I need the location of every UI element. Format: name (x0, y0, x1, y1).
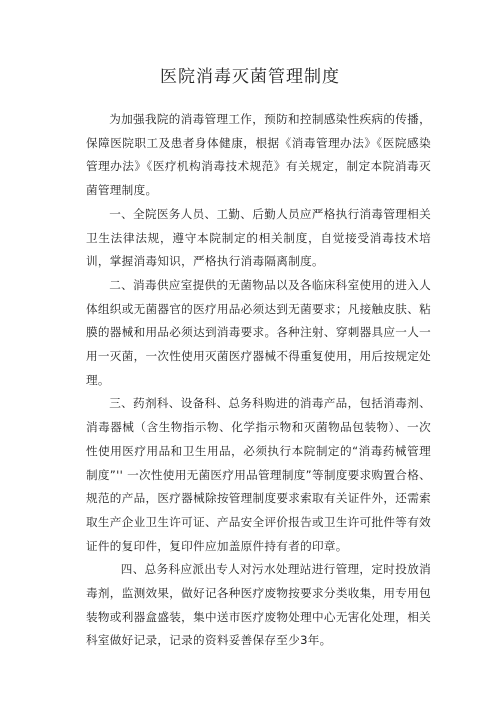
paragraph-item-4: 四、总务科应派出专人对污水处理站进行管理，定时投放消毒剂，监测效果，做好记各种医疗废物按要求分类收集，用专用包装物或利器盒盛装，集中送市医疗废物处理中心无害化处理，相关科室做好记录，记录的资料妥善保存至少3年。 (86, 562, 431, 648)
paragraph-item-2: 二、消毒供应室提供的无菌物品以及各临床科室使用的进入人体组织或无菌器官的医疗用品必须达到无菌要求；凡接触皮肤、粘膜的器械和用品必须达到消毒要求。各种注射、穿刺器具应一人一用一灭菌，一次性使用灭菌医疗器械不得重复使用，用后按规定处理。 (86, 277, 431, 387)
paragraph-intro: 为加强我院的消毒管理工作，预防和控制感染性疾病的传播，保障医院职工及患者身体健康，根据《消毒管理办法》《医院感染管理办法》《医疗机构消毒技术规范》有关规定，制定本院消毒灭菌管理制度。 (86, 112, 431, 198)
document-body (86, 108, 431, 653)
paragraph-item-3: 三、药剂科、设备科、总务科购进的消毒产品，包括消毒剂、消毒器械（含生物指示物、化学指示物和灭菌物品包装物）、一次性使用医疗用品和卫生用品，必须执行本院制定的“消毒药械管理制度”'' 一次性使用无菌医疗用品管理制度”等制度要求购置合格、规范的产品，医疗器械除按管理制度要求索取有关证件外，还需索取生产企业卫生许可证、产品安全评价报告或卫生许可批件等有效证件的复印件，复印件应加盖原件持有者的印章。 (86, 396, 431, 553)
document-title: 医院消毒灭菌管理制度 (160, 67, 340, 87)
paragraph-item-1: 一、全院医务人员、工勤、后勤人员应严格执行消毒管理相关卫生法律法规，遵守本院制定的相关制度，自觉接受消毒技术培训，掌握消毒知识，严格执行消毒隔离制度。 (86, 206, 431, 269)
